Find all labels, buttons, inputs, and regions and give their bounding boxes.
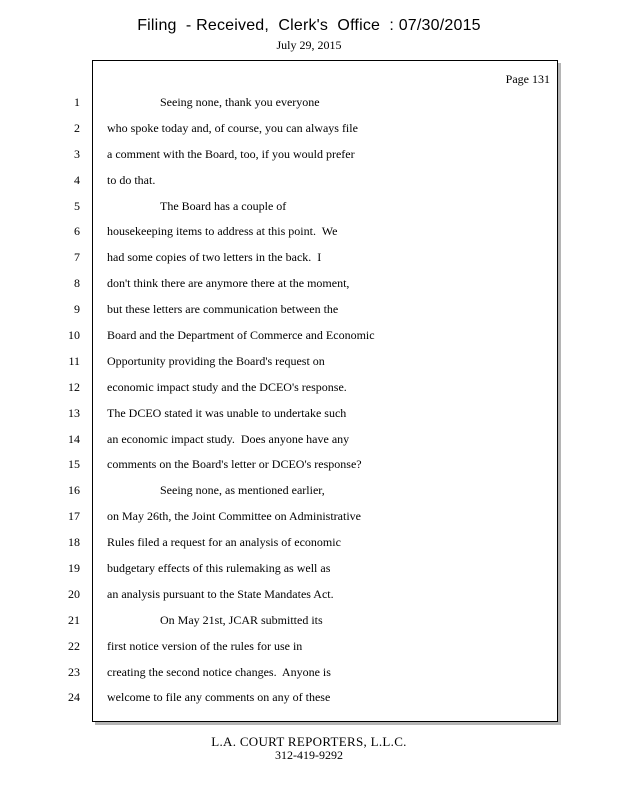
transcript-line: Opportunity providing the Board's request on — [107, 353, 325, 368]
line-number: 21 — [68, 612, 80, 627]
line-number: 16 — [68, 483, 80, 498]
transcript-line: welcome to file any comments on any of these — [107, 690, 331, 705]
transcript-line: The Board has a couple of — [160, 198, 287, 213]
transcript-line: had some copies of two letters in the back. I — [107, 250, 322, 265]
footer-phone-number: 312-419-9292 — [275, 748, 343, 762]
transcript-line: economic impact study and the DCEO's response. — [107, 379, 347, 394]
transcript-line: first notice version of the rules for use in — [107, 638, 303, 653]
line-number: 12 — [68, 379, 80, 394]
line-number: 5 — [74, 198, 80, 213]
transcript-line: but these letters are communication between the — [107, 302, 339, 317]
transcript-line: The DCEO stated it was unable to undertake such — [107, 405, 347, 420]
line-number: 2 — [74, 120, 80, 135]
line-number-column — [40, 94, 80, 715]
line-number: 24 — [68, 690, 80, 705]
transcript-line: an analysis pursuant to the State Mandates Act. — [107, 586, 334, 601]
line-number: 20 — [68, 586, 80, 601]
transcript-line: an economic impact study. Does anyone have any — [107, 431, 350, 446]
transcript-line: Rules filed a request for an analysis of economic — [107, 535, 341, 550]
transcript-line: comments on the Board's letter or DCEO's response? — [107, 457, 362, 472]
transcript-line: on May 26th, the Joint Committee on Administrative — [107, 509, 361, 524]
line-number: 18 — [68, 535, 80, 550]
page-number: Page 131 — [505, 72, 550, 86]
transcript-line: to do that. — [107, 172, 156, 187]
line-number: 13 — [68, 405, 80, 420]
line-number: 4 — [74, 172, 80, 187]
transcript-line: Board and the Department of Commerce and Economic — [107, 328, 375, 343]
line-number: 6 — [74, 224, 80, 239]
line-number: 1 — [74, 95, 80, 109]
line-number: 15 — [68, 457, 80, 472]
line-number: 19 — [68, 561, 80, 576]
line-number: 9 — [74, 302, 80, 317]
transcript-line: housekeeping items to address at this point. We — [107, 224, 338, 239]
transcript-line: don't think there are anymore there at the moment, — [107, 276, 350, 291]
filing-stamp: Filing - Received, Clerk's Office : 07/30/2015 — [137, 17, 481, 34]
line-number: 11 — [68, 353, 80, 368]
transcript-line: who spoke today and, of course, you can always file — [107, 120, 358, 135]
footer-company-name: L.A. COURT REPORTERS, L.L.C. — [211, 734, 407, 749]
transcript-line: budgetary effects of this rulemaking as well as — [107, 561, 331, 576]
transcript-line: creating the second notice changes. Anyone is — [107, 664, 331, 679]
line-number: 23 — [68, 664, 80, 679]
transcript-line: On May 21st, JCAR submitted its — [160, 612, 323, 627]
line-number: 17 — [68, 509, 80, 524]
line-number: 8 — [74, 276, 80, 291]
transcript-date: July 29, 2015 — [276, 38, 342, 52]
transcript-line: Seeing none, as mentioned earlier, — [160, 483, 325, 498]
transcript-body — [107, 94, 547, 715]
line-number: 3 — [74, 146, 80, 161]
line-number: 22 — [68, 638, 80, 653]
line-number: 10 — [68, 328, 80, 343]
line-number: 7 — [74, 250, 80, 265]
line-number: 14 — [68, 431, 80, 446]
transcript-line: Seeing none, thank you everyone — [160, 95, 320, 109]
transcript-line: a comment with the Board, too, if you would prefer — [107, 146, 355, 161]
